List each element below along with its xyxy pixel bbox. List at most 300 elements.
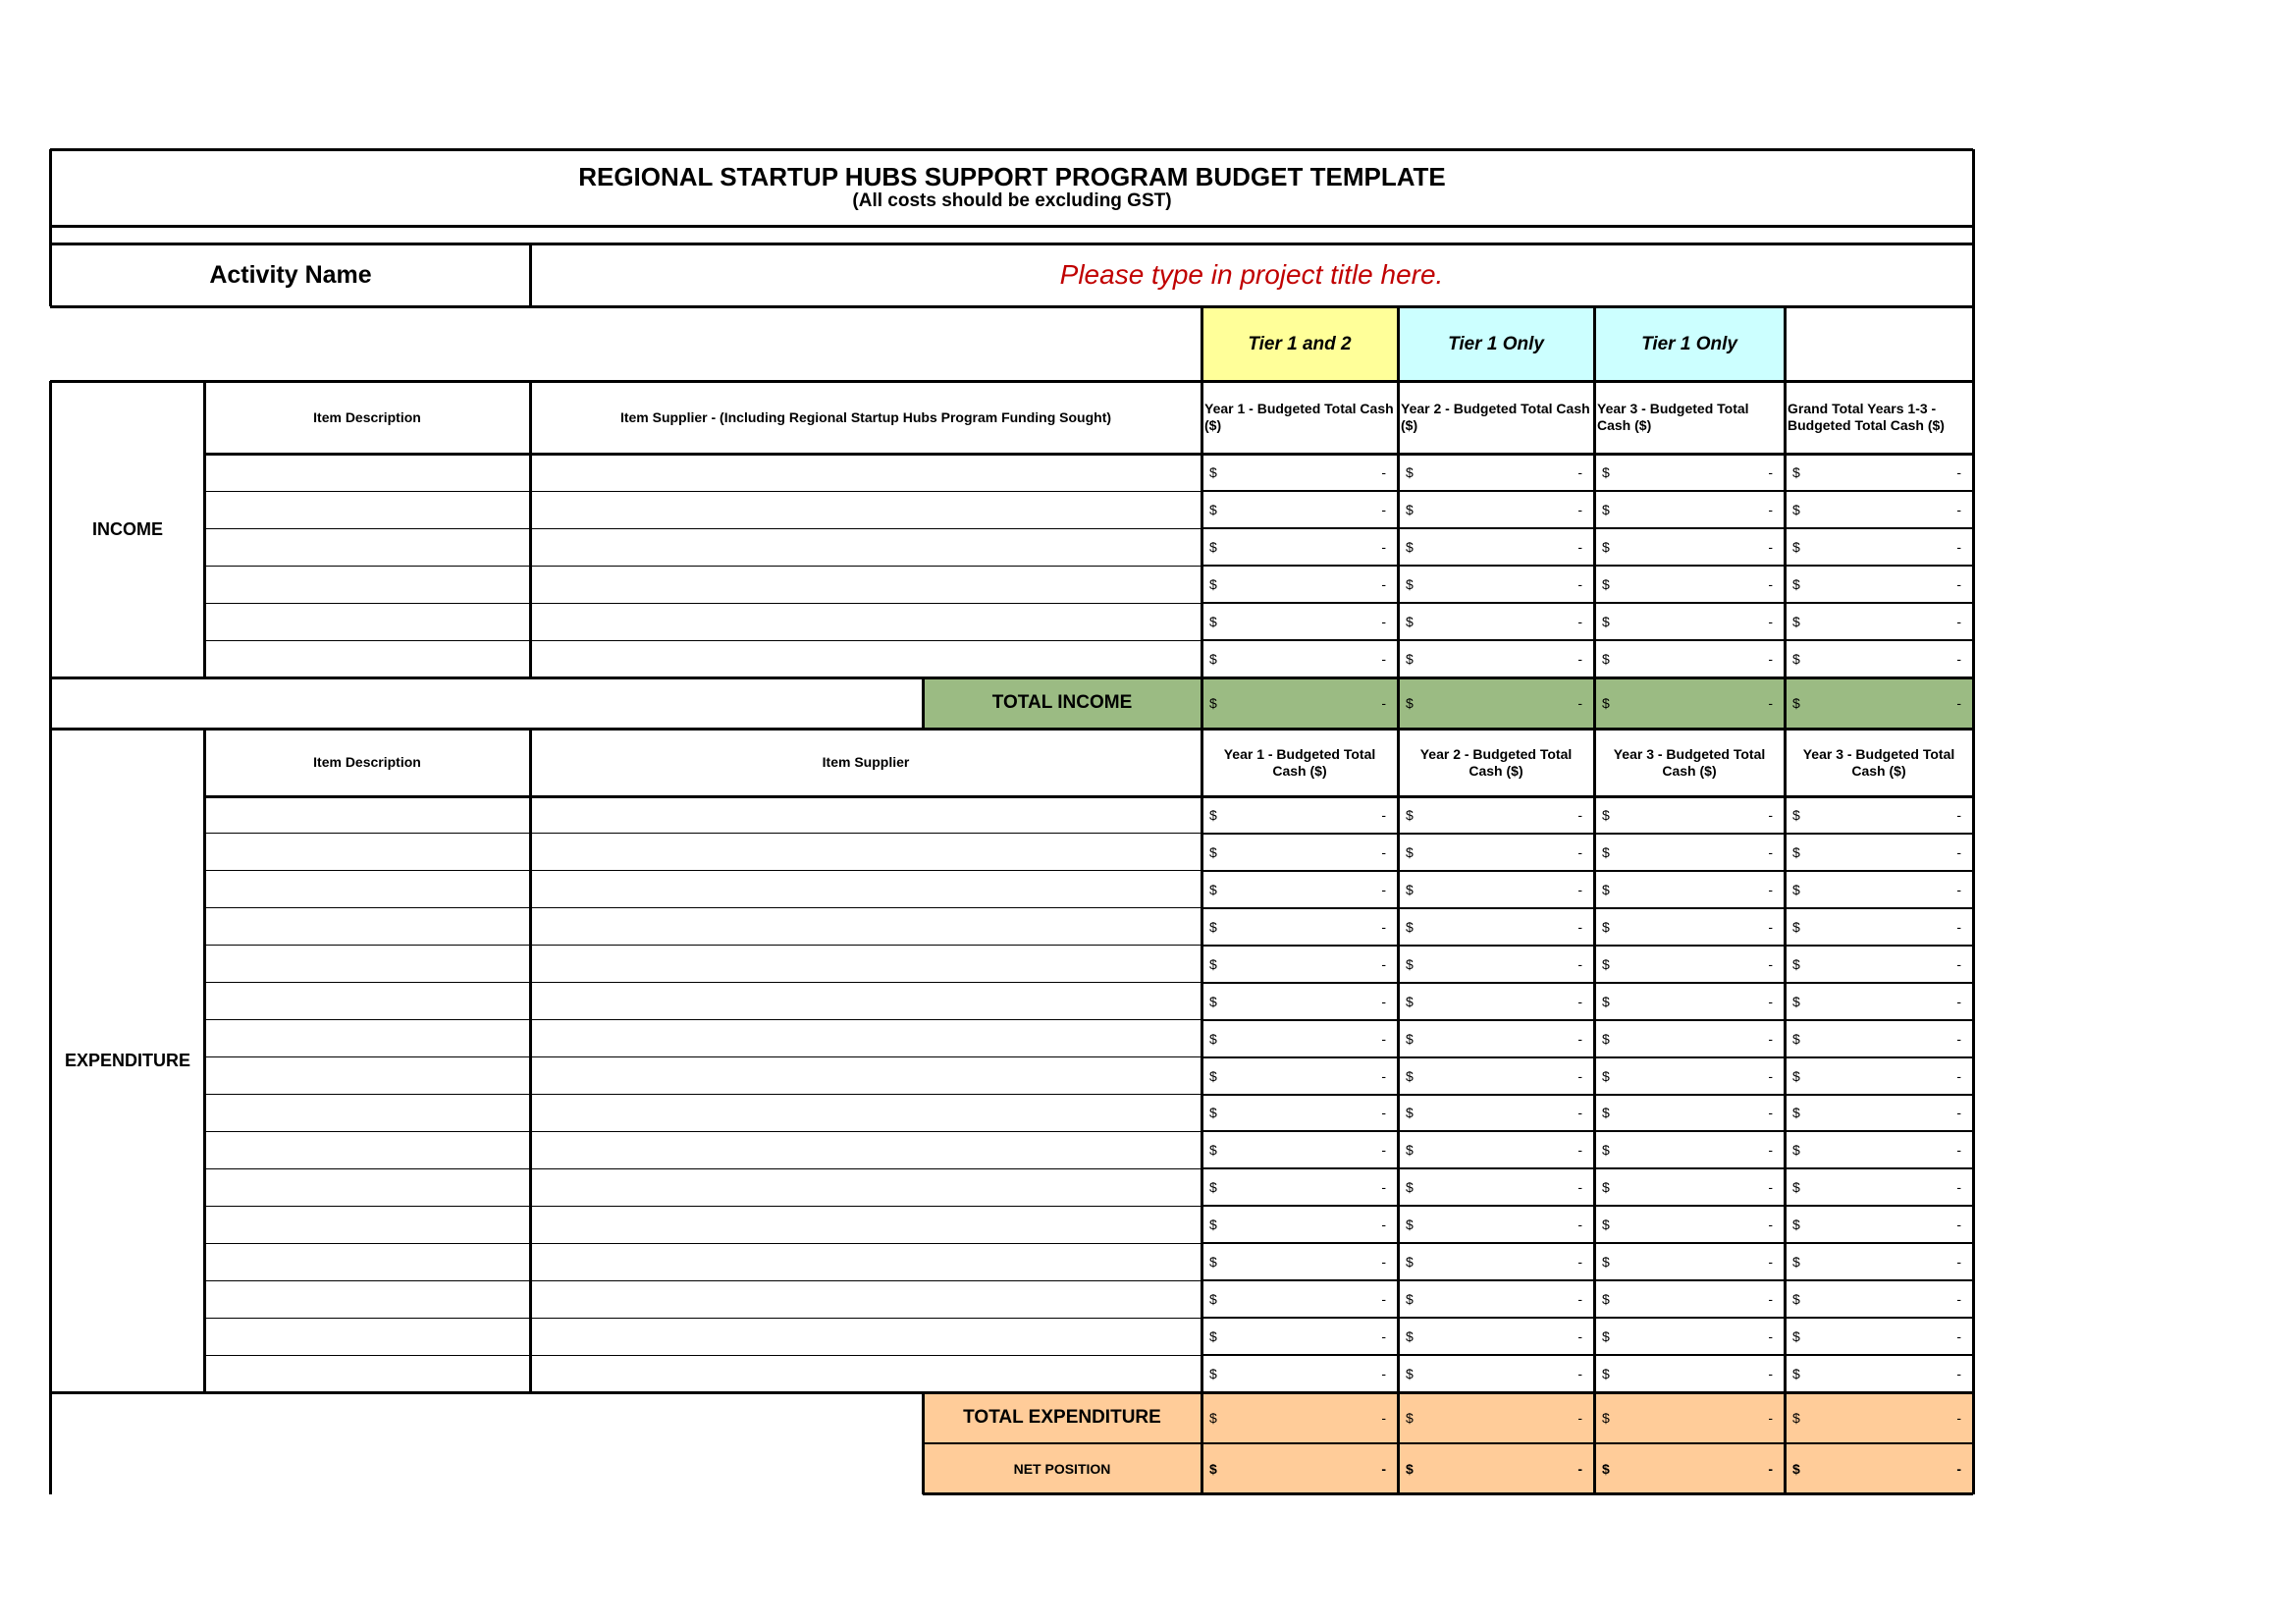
currency-symbol: $ <box>1406 1179 1414 1196</box>
grid-line <box>50 1391 1973 1394</box>
income-amount-cell[interactable] <box>1201 454 1398 491</box>
currency-symbol: $ <box>1792 1105 1800 1121</box>
income-amount-cell[interactable] <box>1785 528 1973 566</box>
income-grand-total-header: Grand Total Years 1-3 - Budgeted Total Cash ($) <box>1788 401 1945 433</box>
expenditure-amount-cell[interactable] <box>1785 1243 1973 1280</box>
income-item-description-cell[interactable] <box>204 491 530 528</box>
net-position-value[interactable] <box>1398 1443 1594 1494</box>
expenditure-amount-cell[interactable] <box>1398 1057 1594 1095</box>
currency-symbol: $ <box>1792 955 1800 972</box>
income-item-supplier-cell[interactable] <box>530 454 1201 491</box>
amount-value: - <box>1956 576 1961 592</box>
income-amount-cell[interactable] <box>1594 566 1785 603</box>
currency-symbol: $ <box>1602 502 1610 517</box>
income-amount-cell[interactable] <box>1594 454 1785 491</box>
expenditure-amount-cell[interactable] <box>1201 1168 1398 1206</box>
expenditure-amount-cell[interactable] <box>1398 834 1594 871</box>
income-amount-cell[interactable] <box>1398 640 1594 677</box>
currency-symbol: $ <box>1406 843 1414 860</box>
currency-symbol: $ <box>1602 1105 1610 1121</box>
currency-symbol: $ <box>1406 695 1414 711</box>
currency-symbol: $ <box>1209 881 1217 897</box>
income-amount-cell[interactable] <box>1594 528 1785 566</box>
income-item-description-cell[interactable] <box>204 640 530 677</box>
net-position-value[interactable] <box>1201 1443 1398 1494</box>
amount-value: - <box>1956 1291 1961 1308</box>
expenditure-item-supplier-cell[interactable] <box>530 1243 1201 1280</box>
amount-value: - <box>1768 464 1773 480</box>
expenditure-amount-cell[interactable] <box>1785 983 1973 1020</box>
expenditure-year1-header: Year 1 - Budgeted Total Cash ($) <box>1223 745 1376 779</box>
expenditure-item-description-cell[interactable] <box>204 908 530 946</box>
currency-symbol: $ <box>1406 502 1414 517</box>
expenditure-amount-cell[interactable] <box>1398 1020 1594 1057</box>
expenditure-amount-cell[interactable] <box>1201 1318 1398 1355</box>
income-item-supplier-cell[interactable] <box>530 640 1201 677</box>
amount-value: - <box>1381 1410 1386 1426</box>
grid-line <box>50 380 1973 383</box>
currency-symbol: $ <box>1209 806 1217 823</box>
expenditure-item-description-cell[interactable] <box>204 1168 530 1206</box>
income-year1-header: Year 1 - Budgeted Total Cash ($) <box>1204 401 1394 433</box>
grid-line <box>204 491 1201 492</box>
total-income-value[interactable] <box>1201 677 1398 729</box>
income-item-supplier-cell[interactable] <box>530 491 1201 528</box>
expenditure-item-supplier-cell[interactable] <box>530 1318 1201 1355</box>
income-section-label: INCOME <box>92 518 163 539</box>
grid-line <box>204 566 1201 567</box>
grid-line <box>49 677 52 729</box>
expenditure-amount-cell[interactable] <box>1398 796 1594 834</box>
amount-value: - <box>1956 1142 1961 1159</box>
income-item-description-header: Item Description <box>313 408 421 425</box>
expenditure-item-supplier-cell[interactable] <box>530 1095 1201 1132</box>
currency-symbol: $ <box>1406 1142 1414 1159</box>
income-amount-cell[interactable] <box>1785 640 1973 677</box>
currency-symbol: $ <box>1406 1366 1414 1382</box>
grid-line <box>204 1019 1201 1020</box>
expenditure-item-supplier-cell[interactable] <box>530 1355 1201 1392</box>
currency-symbol: $ <box>1602 576 1610 592</box>
expenditure-item-supplier-cell[interactable] <box>530 908 1201 946</box>
expenditure-amount-cell[interactable] <box>1594 1131 1785 1168</box>
grid-line <box>1201 639 1973 641</box>
amount-value: - <box>1768 843 1773 860</box>
grid-line <box>529 381 532 677</box>
expenditure-amount-cell[interactable] <box>1398 1318 1594 1355</box>
currency-symbol: $ <box>1602 1254 1610 1271</box>
grid-line <box>1201 602 1973 604</box>
expenditure-amount-cell[interactable] <box>1398 946 1594 983</box>
amount-value: - <box>1768 502 1773 517</box>
amount-value: - <box>1768 695 1773 711</box>
income-amount-cell[interactable] <box>1594 491 1785 528</box>
expenditure-amount-cell[interactable] <box>1201 796 1398 834</box>
grid-line <box>922 677 925 729</box>
expenditure-item-supplier-cell[interactable] <box>530 983 1201 1020</box>
currency-symbol: $ <box>1792 1291 1800 1308</box>
grid-line <box>204 640 1201 641</box>
expenditure-amount-cell[interactable] <box>1201 1057 1398 1095</box>
grid-line <box>50 148 1973 151</box>
amount-value: - <box>1577 918 1582 935</box>
expenditure-item-supplier-cell[interactable] <box>530 796 1201 834</box>
currency-symbol: $ <box>1209 1217 1217 1233</box>
currency-symbol: $ <box>1792 1461 1800 1477</box>
amount-value: - <box>1577 806 1582 823</box>
grid-line <box>1972 149 1975 244</box>
currency-symbol: $ <box>1209 614 1217 629</box>
expenditure-item-description-cell[interactable] <box>204 1131 530 1168</box>
currency-symbol: $ <box>1209 1328 1217 1345</box>
expenditure-item-description-cell[interactable] <box>204 1280 530 1318</box>
expenditure-amount-cell[interactable] <box>1398 1168 1594 1206</box>
currency-symbol: $ <box>1209 651 1217 667</box>
expenditure-amount-cell[interactable] <box>1398 1206 1594 1243</box>
income-amount-cell[interactable] <box>1201 491 1398 528</box>
grid-line <box>204 1131 1201 1132</box>
expenditure-item-description-cell[interactable] <box>204 983 530 1020</box>
amount-value: - <box>1577 881 1582 897</box>
currency-symbol: $ <box>1406 576 1414 592</box>
expenditure-item-description-cell[interactable] <box>204 834 530 871</box>
expenditure-amount-cell[interactable] <box>1594 1020 1785 1057</box>
amount-value: - <box>1956 1030 1961 1047</box>
expenditure-amount-cell[interactable] <box>1594 796 1785 834</box>
expenditure-amount-cell[interactable] <box>1201 1206 1398 1243</box>
expenditure-amount-cell[interactable] <box>1398 1131 1594 1168</box>
expenditure-item-description-cell[interactable] <box>204 1095 530 1132</box>
grid-line <box>204 528 1201 529</box>
currency-symbol: $ <box>1602 843 1610 860</box>
expenditure-amount-cell[interactable] <box>1594 983 1785 1020</box>
total-income-value[interactable] <box>1398 677 1594 729</box>
currency-symbol: $ <box>1406 806 1414 823</box>
total-income-label: TOTAL INCOME <box>923 677 1201 729</box>
currency-symbol: $ <box>1792 1410 1800 1426</box>
currency-symbol: $ <box>1792 1254 1800 1271</box>
expenditure-amount-cell[interactable] <box>1785 1095 1973 1132</box>
amount-value: - <box>1768 955 1773 972</box>
expenditure-amount-cell[interactable] <box>1201 1131 1398 1168</box>
expenditure-item-supplier-cell[interactable] <box>530 1020 1201 1057</box>
expenditure-amount-cell[interactable] <box>1785 1020 1973 1057</box>
grid-line <box>1201 1094 1973 1096</box>
currency-symbol: $ <box>1406 1067 1414 1084</box>
grid-line <box>50 677 1973 679</box>
expenditure-item-supplier-cell[interactable] <box>530 1280 1201 1318</box>
grid-line <box>1201 870 1973 872</box>
amount-value: - <box>1956 1461 1961 1477</box>
page-subtitle: (All costs should be excluding GST) <box>852 189 1172 211</box>
currency-symbol: $ <box>1792 881 1800 897</box>
expenditure-item-description-cell[interactable] <box>204 871 530 908</box>
amount-value: - <box>1577 993 1582 1009</box>
currency-symbol: $ <box>1406 651 1414 667</box>
income-item-supplier-header: Item Supplier - (Including Regional Startup Hubs Program Funding Sought) <box>619 408 1112 425</box>
grid-line <box>1201 565 1973 567</box>
amount-value: - <box>1381 576 1386 592</box>
income-amount-cell[interactable] <box>1398 491 1594 528</box>
expenditure-amount-cell[interactable] <box>1201 871 1398 908</box>
grid-line <box>50 243 1973 245</box>
total-expenditure-value[interactable] <box>1594 1392 1785 1443</box>
grid-line <box>1201 490 1973 492</box>
expenditure-year2-header: Year 2 - Budgeted Total Cash ($) <box>1419 745 1573 779</box>
grid-line <box>923 1442 1973 1444</box>
currency-symbol: $ <box>1792 843 1800 860</box>
currency-symbol: $ <box>1602 464 1610 480</box>
currency-symbol: $ <box>1602 1217 1610 1233</box>
currency-symbol: $ <box>1602 993 1610 1009</box>
expenditure-amount-cell[interactable] <box>1594 871 1785 908</box>
amount-value: - <box>1381 539 1386 555</box>
expenditure-amount-cell[interactable] <box>1785 1168 1973 1206</box>
income-amount-cell[interactable] <box>1785 491 1973 528</box>
expenditure-item-supplier-cell[interactable] <box>530 1057 1201 1095</box>
expenditure-item-description-cell[interactable] <box>204 1243 530 1280</box>
total-expenditure-label: TOTAL EXPENDITURE <box>923 1392 1201 1443</box>
currency-symbol: $ <box>1406 1030 1414 1047</box>
expenditure-amount-cell[interactable] <box>1785 871 1973 908</box>
amount-value: - <box>1956 1105 1961 1121</box>
currency-symbol: $ <box>1209 843 1217 860</box>
expenditure-item-supplier-cell[interactable] <box>530 1206 1201 1243</box>
income-amount-cell[interactable] <box>1201 603 1398 640</box>
amount-value: - <box>1381 918 1386 935</box>
amount-value: - <box>1577 502 1582 517</box>
expenditure-item-description-cell[interactable] <box>204 796 530 834</box>
amount-value: - <box>1956 1179 1961 1196</box>
amount-value: - <box>1381 614 1386 629</box>
amount-value: - <box>1381 1030 1386 1047</box>
expenditure-amount-cell[interactable] <box>1398 908 1594 946</box>
expenditure-amount-cell[interactable] <box>1785 1057 1973 1095</box>
grid-line <box>1201 1056 1973 1058</box>
expenditure-amount-cell[interactable] <box>1594 1355 1785 1392</box>
grid-line <box>204 1243 1201 1244</box>
expenditure-amount-cell[interactable] <box>1201 1243 1398 1280</box>
expenditure-amount-cell[interactable] <box>1785 796 1973 834</box>
amount-value: - <box>1956 1410 1961 1426</box>
income-amount-cell[interactable] <box>1785 566 1973 603</box>
activity-name-input[interactable]: Please type in project title here. <box>1059 259 1444 290</box>
amount-value: - <box>1768 1217 1773 1233</box>
income-item-description-cell[interactable] <box>204 566 530 603</box>
expenditure-item-description-cell[interactable] <box>204 1020 530 1057</box>
grid-line <box>49 244 52 306</box>
grid-line <box>1201 1167 1973 1169</box>
expenditure-amount-cell[interactable] <box>1201 908 1398 946</box>
expenditure-item-description-header: Item Description <box>313 754 421 771</box>
expenditure-amount-cell[interactable] <box>1594 1095 1785 1132</box>
currency-symbol: $ <box>1209 1410 1217 1426</box>
expenditure-amount-cell[interactable] <box>1398 1243 1594 1280</box>
amount-value: - <box>1381 806 1386 823</box>
currency-symbol: $ <box>1602 695 1610 711</box>
amount-value: - <box>1381 1105 1386 1121</box>
income-amount-cell[interactable] <box>1594 640 1785 677</box>
currency-symbol: $ <box>1792 576 1800 592</box>
currency-symbol: $ <box>1406 1254 1414 1271</box>
expenditure-item-supplier-cell[interactable] <box>530 871 1201 908</box>
income-amount-cell[interactable] <box>1594 603 1785 640</box>
activity-name-label: Activity Name <box>209 260 372 289</box>
currency-symbol: $ <box>1406 955 1414 972</box>
expenditure-item-description-cell[interactable] <box>204 1206 530 1243</box>
total-income-value[interactable] <box>1594 677 1785 729</box>
expenditure-item-description-cell[interactable] <box>204 946 530 983</box>
net-position-value[interactable] <box>1785 1443 1973 1494</box>
expenditure-amount-cell[interactable] <box>1398 1355 1594 1392</box>
income-item-supplier-cell[interactable] <box>530 603 1201 640</box>
income-amount-cell[interactable] <box>1785 603 1973 640</box>
expenditure-item-supplier-cell[interactable] <box>530 946 1201 983</box>
expenditure-amount-cell[interactable] <box>1201 1355 1398 1392</box>
currency-symbol: $ <box>1406 993 1414 1009</box>
amount-value: - <box>1956 1067 1961 1084</box>
expenditure-item-supplier-cell[interactable] <box>530 1168 1201 1206</box>
expenditure-amount-cell[interactable] <box>1594 1318 1785 1355</box>
amount-value: - <box>1956 806 1961 823</box>
currency-symbol: $ <box>1602 1461 1610 1477</box>
amount-value: - <box>1577 1461 1582 1477</box>
currency-symbol: $ <box>1602 806 1610 823</box>
expenditure-amount-cell[interactable] <box>1594 1243 1785 1280</box>
amount-value: - <box>1577 1366 1582 1382</box>
grid-line <box>204 453 1973 456</box>
expenditure-amount-cell[interactable] <box>1785 1131 1973 1168</box>
currency-symbol: $ <box>1209 1179 1217 1196</box>
amount-value: - <box>1956 1254 1961 1271</box>
expenditure-item-description-cell[interactable] <box>204 1057 530 1095</box>
income-item-description-cell[interactable] <box>204 528 530 566</box>
amount-value: - <box>1768 1461 1773 1477</box>
amount-value: - <box>1381 1328 1386 1345</box>
currency-symbol: $ <box>1792 806 1800 823</box>
expenditure-amount-cell[interactable] <box>1201 1095 1398 1132</box>
currency-symbol: $ <box>1406 1291 1414 1308</box>
expenditure-amount-cell[interactable] <box>1785 946 1973 983</box>
amount-value: - <box>1956 843 1961 860</box>
grid-line <box>204 1094 1201 1095</box>
amount-value: - <box>1956 955 1961 972</box>
income-amount-cell[interactable] <box>1201 566 1398 603</box>
amount-value: - <box>1381 502 1386 517</box>
currency-symbol: $ <box>1792 502 1800 517</box>
amount-value: - <box>1577 651 1582 667</box>
income-amount-cell[interactable] <box>1398 528 1594 566</box>
currency-symbol: $ <box>1209 695 1217 711</box>
expenditure-amount-cell[interactable] <box>1785 1206 1973 1243</box>
currency-symbol: $ <box>1792 464 1800 480</box>
grid-line <box>204 1355 1201 1356</box>
currency-symbol: $ <box>1602 881 1610 897</box>
grid-line <box>1201 833 1973 835</box>
amount-value: - <box>1577 539 1582 555</box>
expenditure-item-description-cell[interactable] <box>204 1355 530 1392</box>
income-amount-cell[interactable] <box>1398 566 1594 603</box>
income-amount-cell[interactable] <box>1785 454 1973 491</box>
total-income-value[interactable] <box>1785 677 1973 729</box>
amount-value: - <box>1768 1410 1773 1426</box>
expenditure-amount-cell[interactable] <box>1785 1318 1973 1355</box>
income-amount-cell[interactable] <box>1201 528 1398 566</box>
income-amount-cell[interactable] <box>1398 454 1594 491</box>
expenditure-item-supplier-cell[interactable] <box>530 1131 1201 1168</box>
grid-line <box>204 1168 1201 1169</box>
amount-value: - <box>1956 651 1961 667</box>
amount-value: - <box>1381 1067 1386 1084</box>
expenditure-amount-cell[interactable] <box>1594 1206 1785 1243</box>
expenditure-amount-cell[interactable] <box>1398 983 1594 1020</box>
total-expenditure-value[interactable] <box>1398 1392 1594 1443</box>
expenditure-amount-cell[interactable] <box>1201 834 1398 871</box>
expenditure-item-supplier-cell[interactable] <box>530 834 1201 871</box>
currency-symbol: $ <box>1209 1291 1217 1308</box>
income-amount-cell[interactable] <box>1201 640 1398 677</box>
amount-value: - <box>1768 1030 1773 1047</box>
currency-symbol: $ <box>1792 1217 1800 1233</box>
income-item-description-cell[interactable] <box>204 454 530 491</box>
grid-line <box>529 244 532 306</box>
income-item-supplier-cell[interactable] <box>530 528 1201 566</box>
expenditure-amount-cell[interactable] <box>1594 1280 1785 1318</box>
net-position-value[interactable] <box>1594 1443 1785 1494</box>
amount-value: - <box>1381 843 1386 860</box>
expenditure-amount-cell[interactable] <box>1594 1057 1785 1095</box>
expenditure-amount-cell[interactable] <box>1785 834 1973 871</box>
expenditure-amount-cell[interactable] <box>1785 1280 1973 1318</box>
amount-value: - <box>1768 1067 1773 1084</box>
expenditure-amount-cell[interactable] <box>1201 946 1398 983</box>
amount-value: - <box>1768 1105 1773 1121</box>
grid-line <box>1201 1242 1973 1244</box>
currency-symbol: $ <box>1209 918 1217 935</box>
currency-symbol: $ <box>1406 539 1414 555</box>
expenditure-amount-cell[interactable] <box>1785 908 1973 946</box>
expenditure-amount-cell[interactable] <box>1398 871 1594 908</box>
expenditure-amount-cell[interactable] <box>1398 1095 1594 1132</box>
expenditure-amount-cell[interactable] <box>1398 1280 1594 1318</box>
amount-value: - <box>1577 1179 1582 1196</box>
expenditure-amount-cell[interactable] <box>1201 983 1398 1020</box>
income-item-supplier-cell[interactable] <box>530 566 1201 603</box>
amount-value: - <box>1768 1142 1773 1159</box>
total-expenditure-value[interactable] <box>1201 1392 1398 1443</box>
expenditure-amount-cell[interactable] <box>1594 1168 1785 1206</box>
grid-line <box>1201 1354 1973 1356</box>
expenditure-amount-cell[interactable] <box>1201 1280 1398 1318</box>
amount-value: - <box>1577 1105 1582 1121</box>
expenditure-amount-cell[interactable] <box>1594 946 1785 983</box>
tier-year1: Tier 1 and 2 <box>1201 307 1398 381</box>
grid-line <box>203 381 206 677</box>
expenditure-amount-cell[interactable] <box>1785 1355 1973 1392</box>
expenditure-amount-cell[interactable] <box>1594 834 1785 871</box>
expenditure-amount-cell[interactable] <box>1201 1020 1398 1057</box>
total-expenditure-value[interactable] <box>1785 1392 1973 1443</box>
expenditure-amount-cell[interactable] <box>1594 908 1785 946</box>
amount-value: - <box>1381 1142 1386 1159</box>
grid-line <box>1201 945 1973 947</box>
amount-value: - <box>1768 993 1773 1009</box>
expenditure-item-description-cell[interactable] <box>204 1318 530 1355</box>
income-item-description-cell[interactable] <box>204 603 530 640</box>
grid-line <box>50 728 1973 731</box>
grid-line <box>50 305 1973 308</box>
income-amount-cell[interactable] <box>1398 603 1594 640</box>
